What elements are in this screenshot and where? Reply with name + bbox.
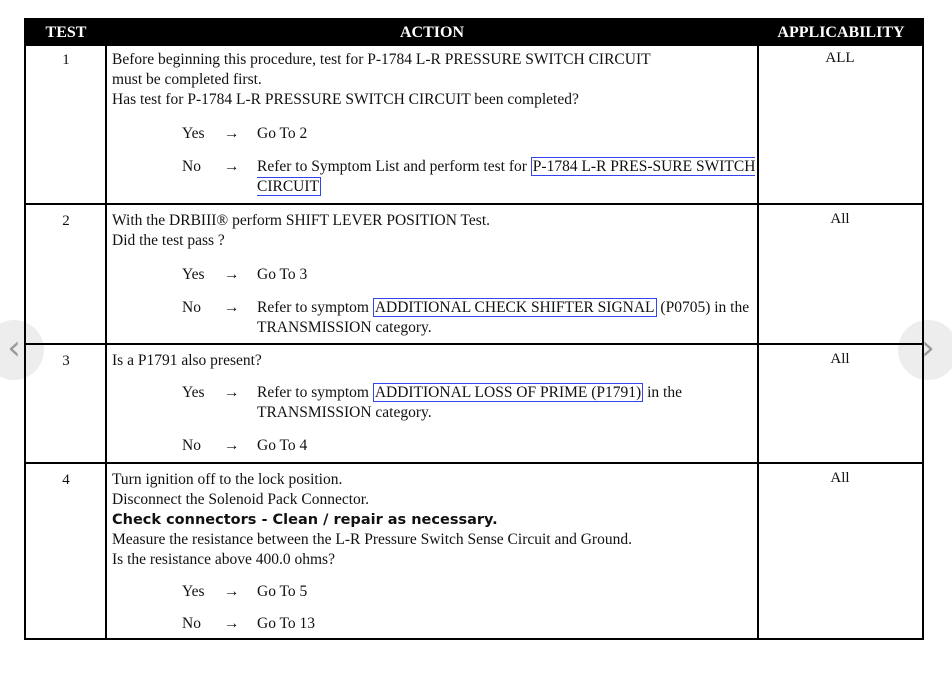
- action-text: Measure the resistance between the L-R Pressure Switch Sense Circuit and Ground.: [112, 531, 632, 548]
- arrow-icon: →: [224, 158, 240, 175]
- yes-option: [182, 124, 757, 144]
- arrow-icon: →: [224, 615, 240, 632]
- test-number: 2: [62, 213, 70, 229]
- no-option: [182, 298, 757, 338]
- symptom-link[interactable]: P-1784 L-R PRES-SURE SWITCH CIRCUIT: [257, 158, 756, 195]
- arrow-icon: →: [224, 384, 240, 401]
- no-option: [182, 436, 757, 456]
- symptom-link[interactable]: ADDITIONAL LOSS OF PRIME (P1791): [374, 384, 642, 401]
- test-number: 1: [62, 52, 70, 68]
- action-text: Is the resistance above 400.0 ohms?: [112, 551, 335, 568]
- header-test: TEST: [45, 24, 87, 41]
- action-text: Disconnect the Solenoid Pack Connector.: [112, 491, 369, 508]
- no-label: No: [182, 158, 201, 175]
- applicability: All: [830, 470, 850, 486]
- yes-text: Go To 5: [257, 583, 308, 600]
- no-text-after: (P0705) in the TRANSMISSION category.: [257, 299, 750, 336]
- table-row: [26, 203, 922, 343]
- arrow-icon: →: [224, 266, 240, 283]
- applicability: All: [830, 351, 850, 367]
- chevron-left-icon: ‹: [7, 328, 21, 368]
- table-row: [26, 44, 922, 205]
- header-applicability: APPLICABILITY: [777, 24, 905, 41]
- yes-option: [182, 582, 757, 602]
- yes-label: Yes: [182, 384, 205, 401]
- no-option: [182, 614, 757, 634]
- action-bold-text: Check connectors - Clean / repair as necessary.: [112, 512, 498, 528]
- yes-text-after: in the TRANSMISSION category.: [257, 384, 682, 421]
- table-header: [26, 20, 922, 46]
- applicability: All: [830, 211, 850, 227]
- yes-label: Yes: [182, 583, 205, 600]
- action-text: Is a P1791 also present?: [112, 352, 262, 369]
- action-text: Turn ignition off to the lock position.: [112, 471, 343, 488]
- yes-text: Go To 2: [257, 125, 308, 142]
- table-row: [26, 462, 922, 638]
- no-text: Go To 13: [257, 615, 316, 632]
- yes-label: Yes: [182, 125, 205, 142]
- no-option: [182, 157, 757, 197]
- action-cell: [112, 351, 757, 456]
- diagnostic-table: [24, 18, 924, 640]
- action-text: Before beginning this procedure, test for P-1784 L-R PRESSURE SWITCH CIRCUIT: [112, 51, 651, 68]
- no-text: Refer to Symptom List and perform test for: [257, 158, 531, 175]
- chevron-right-icon: ›: [921, 328, 935, 368]
- test-number: 4: [62, 472, 70, 488]
- yes-text: Refer to symptom: [257, 384, 373, 401]
- yes-text: Go To 3: [257, 266, 308, 283]
- yes-label: Yes: [182, 266, 205, 283]
- action-text: Did the test pass ?: [112, 232, 225, 249]
- applicability: ALL: [825, 50, 855, 66]
- no-label: No: [182, 299, 201, 316]
- no-text: Refer to symptom: [257, 299, 373, 316]
- yes-option: [182, 265, 757, 285]
- header-action: ACTION: [399, 24, 464, 41]
- action-cell: [112, 470, 757, 634]
- no-label: No: [182, 615, 201, 632]
- action-text: With the DRBIII® perform SHIFT LEVER POSITION Test.: [112, 212, 491, 229]
- yes-option: [182, 383, 757, 423]
- arrow-icon: →: [224, 125, 240, 142]
- action-text: Has test for P-1784 L-R PRESSURE SWITCH CIRCUIT been completed?: [112, 91, 579, 108]
- arrow-icon: →: [224, 299, 240, 316]
- symptom-link[interactable]: ADDITIONAL CHECK SHIFTER SIGNAL: [374, 299, 655, 316]
- arrow-icon: →: [224, 437, 240, 454]
- action-cell: [112, 50, 757, 197]
- action-text: must be completed first.: [112, 71, 262, 88]
- test-number: 3: [62, 353, 70, 369]
- action-cell: [112, 211, 757, 338]
- no-label: No: [182, 437, 201, 454]
- table-row: [26, 343, 922, 462]
- arrow-icon: →: [224, 583, 240, 600]
- no-text: Go To 4: [257, 437, 308, 454]
